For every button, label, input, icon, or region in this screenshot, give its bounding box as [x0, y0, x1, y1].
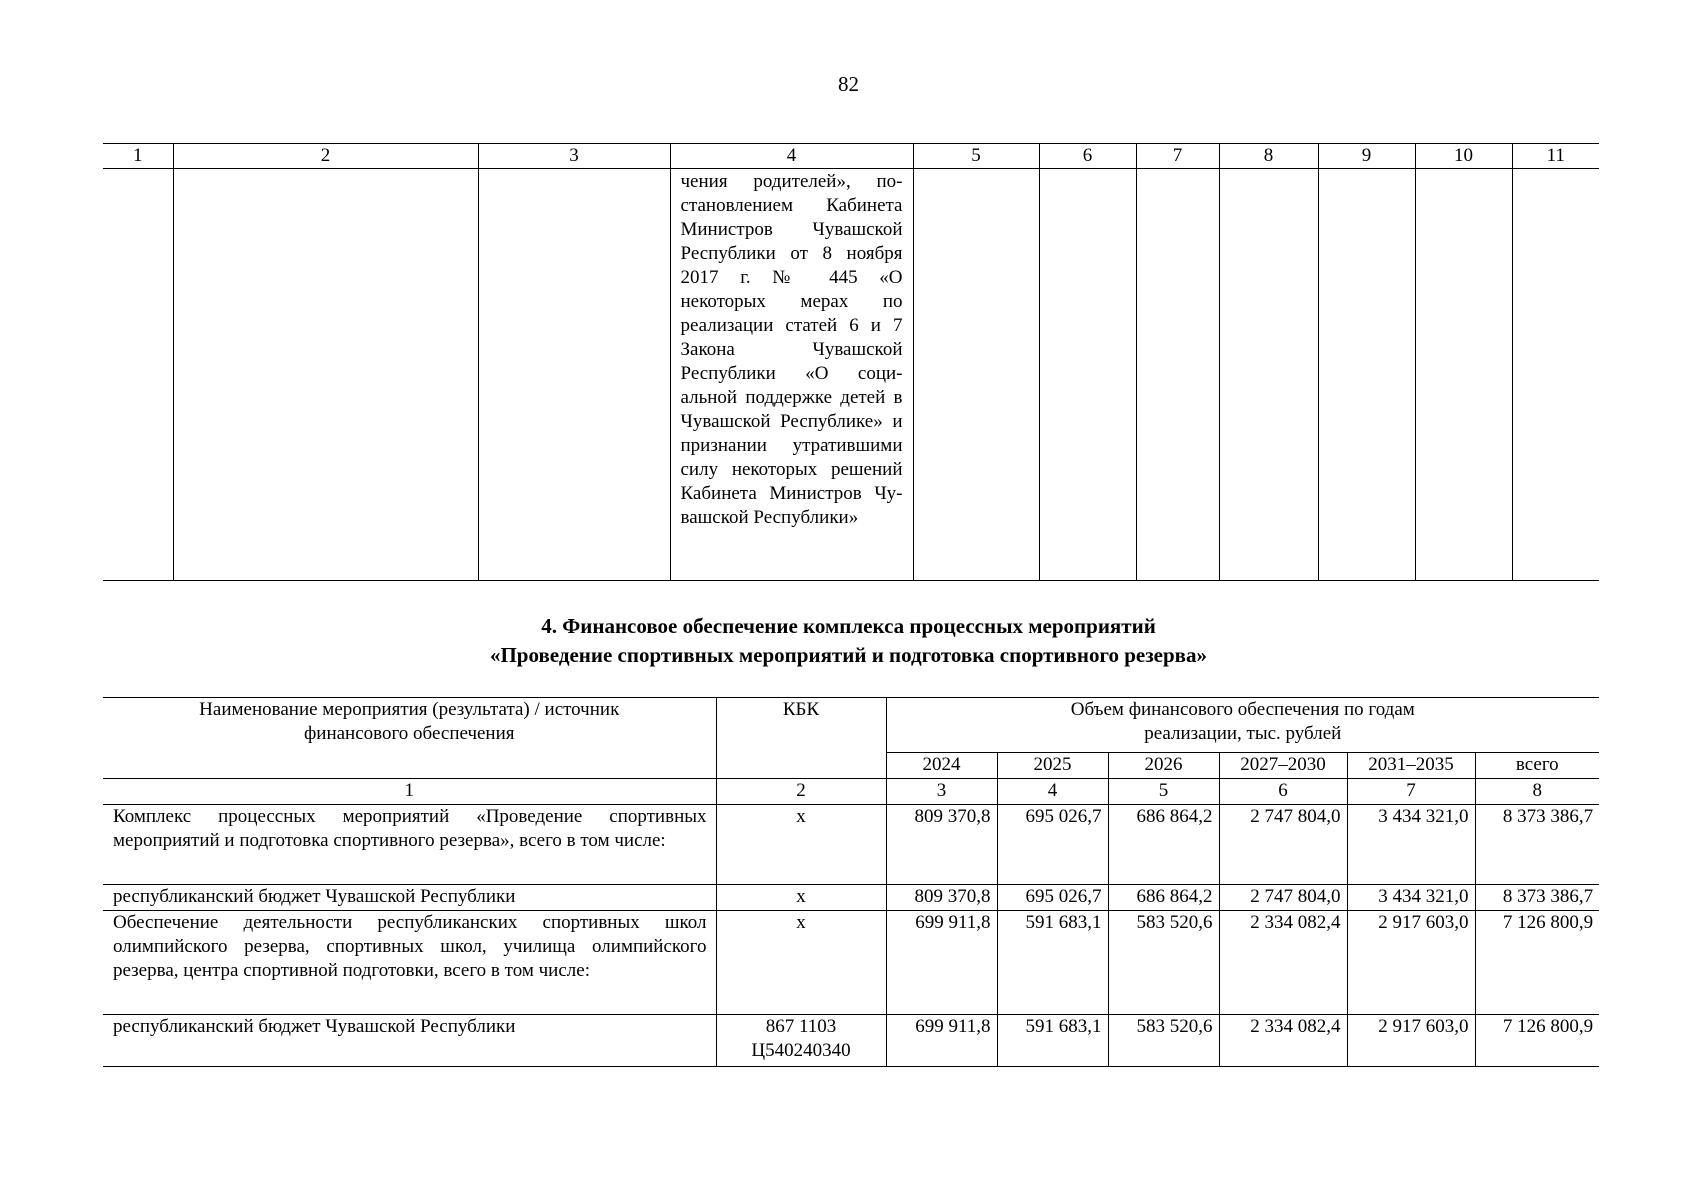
header-name: Наименование мероприятия (результата) / источник финансового обеспечения — [103, 698, 716, 779]
column-number: 6 — [1039, 144, 1136, 169]
value-cell: 699 911,8 — [886, 911, 997, 1015]
column-number: 5 — [1108, 779, 1219, 805]
value-cell: 591 683,1 — [997, 911, 1108, 1015]
row-name: республиканский бюджет Чувашской Республики — [103, 885, 716, 911]
column-number: 4 — [997, 779, 1108, 805]
column-number: 2 — [716, 779, 886, 805]
header-kbk: КБК — [716, 698, 886, 779]
value-cell: 8 373 386,7 — [1475, 805, 1599, 885]
year-header: 2024 — [886, 753, 997, 779]
header-volume: Объем финансового обеспечения по годам реализации, тыс. рублей — [886, 698, 1599, 753]
column-number: 6 — [1219, 779, 1347, 805]
column-number-row — [103, 144, 1599, 169]
value-cell: 583 520,6 — [1108, 1015, 1219, 1067]
column-number: 7 — [1347, 779, 1475, 805]
column-number: 4 — [670, 144, 913, 169]
year-header: всего — [1475, 753, 1599, 779]
page-number: 82 — [838, 72, 859, 96]
year-header: 2026 — [1108, 753, 1219, 779]
value-cell: 2 747 804,0 — [1219, 885, 1347, 911]
value-cell: 7 126 800,9 — [1475, 911, 1599, 1015]
value-cell: 695 026,7 — [997, 805, 1108, 885]
header-row — [103, 698, 1599, 753]
column-number: 10 — [1415, 144, 1512, 169]
table-row — [103, 1015, 1599, 1067]
row-kbk: 867 1103 Ц540240340 — [716, 1015, 886, 1067]
value-cell: 2 917 603,0 — [1347, 911, 1475, 1015]
section-title-line: 4. Финансовое обеспечение комплекса процессных мероприятий — [541, 614, 1156, 638]
value-cell: 809 370,8 — [886, 885, 997, 911]
table-row — [103, 911, 1599, 1015]
value-cell: 3 434 321,0 — [1347, 805, 1475, 885]
row-name: республиканский бюджет Чувашской Республики — [103, 1015, 716, 1067]
row-kbk: х — [716, 885, 886, 911]
year-header: 2025 — [997, 753, 1108, 779]
column-number: 5 — [913, 144, 1039, 169]
column-number-row — [103, 779, 1599, 805]
value-cell: 8 373 386,7 — [1475, 885, 1599, 911]
row-name: Обеспечение деятельности республиканских спортивных школ олимпийского резерва, спортивных школ, училища олимпийского резерва, центра спортивной подготовки, всего в том числе: — [103, 911, 716, 1015]
value-cell: 583 520,6 — [1108, 911, 1219, 1015]
column-number: 8 — [1475, 779, 1599, 805]
table-row — [103, 885, 1599, 911]
value-cell: 2 334 082,4 — [1219, 1015, 1347, 1067]
section-title-line: «Проведение спортивных мероприятий и подготовка спортивного резерва» — [489, 643, 1208, 667]
value-cell: 686 864,2 — [1108, 805, 1219, 885]
column-number: 2 — [173, 144, 478, 169]
column-number: 3 — [886, 779, 997, 805]
continuation-table — [103, 143, 1599, 581]
row-name: Комплекс процессных мероприятий «Проведение спортивных мероприятий и подготовка спортивного резерва», всего в том числе: — [103, 805, 716, 885]
value-cell: 2 334 082,4 — [1219, 911, 1347, 1015]
column-number: 3 — [478, 144, 670, 169]
legal-basis-cell: чения родителей», постановлением Кабинета Министров Чувашской Республики от 8 ноября 2017 г. № 445 «О некоторых мерах по реализации статей 6 и 7 Закона Чувашской Республики «О социальной поддержке детей в Чувашской Республике» и признании утратившими силу некоторых решений Кабинета Министров Чувашской Республики» — [670, 169, 913, 581]
year-header: 2027–2030 — [1219, 753, 1347, 779]
value-cell: 7 126 800,9 — [1475, 1015, 1599, 1067]
value-cell: 809 370,8 — [886, 805, 997, 885]
value-cell: 695 026,7 — [997, 885, 1108, 911]
value-cell: 2 917 603,0 — [1347, 1015, 1475, 1067]
year-header: 2031–2035 — [1347, 753, 1475, 779]
value-cell: 2 747 804,0 — [1219, 805, 1347, 885]
row-kbk: х — [716, 911, 886, 1015]
column-number: 9 — [1318, 144, 1415, 169]
column-number: 11 — [1512, 144, 1599, 169]
column-number: 1 — [103, 144, 173, 169]
table-row — [103, 805, 1599, 885]
column-number: 8 — [1219, 144, 1318, 169]
value-cell: 591 683,1 — [997, 1015, 1108, 1067]
row-kbk: х — [716, 805, 886, 885]
table-row — [103, 169, 1599, 581]
value-cell: 3 434 321,0 — [1347, 885, 1475, 911]
value-cell: 686 864,2 — [1108, 885, 1219, 911]
column-number: 1 — [103, 779, 716, 805]
section-title — [0, 612, 1697, 670]
finance-table — [103, 697, 1599, 1067]
column-number: 7 — [1136, 144, 1219, 169]
value-cell: 699 911,8 — [886, 1015, 997, 1067]
